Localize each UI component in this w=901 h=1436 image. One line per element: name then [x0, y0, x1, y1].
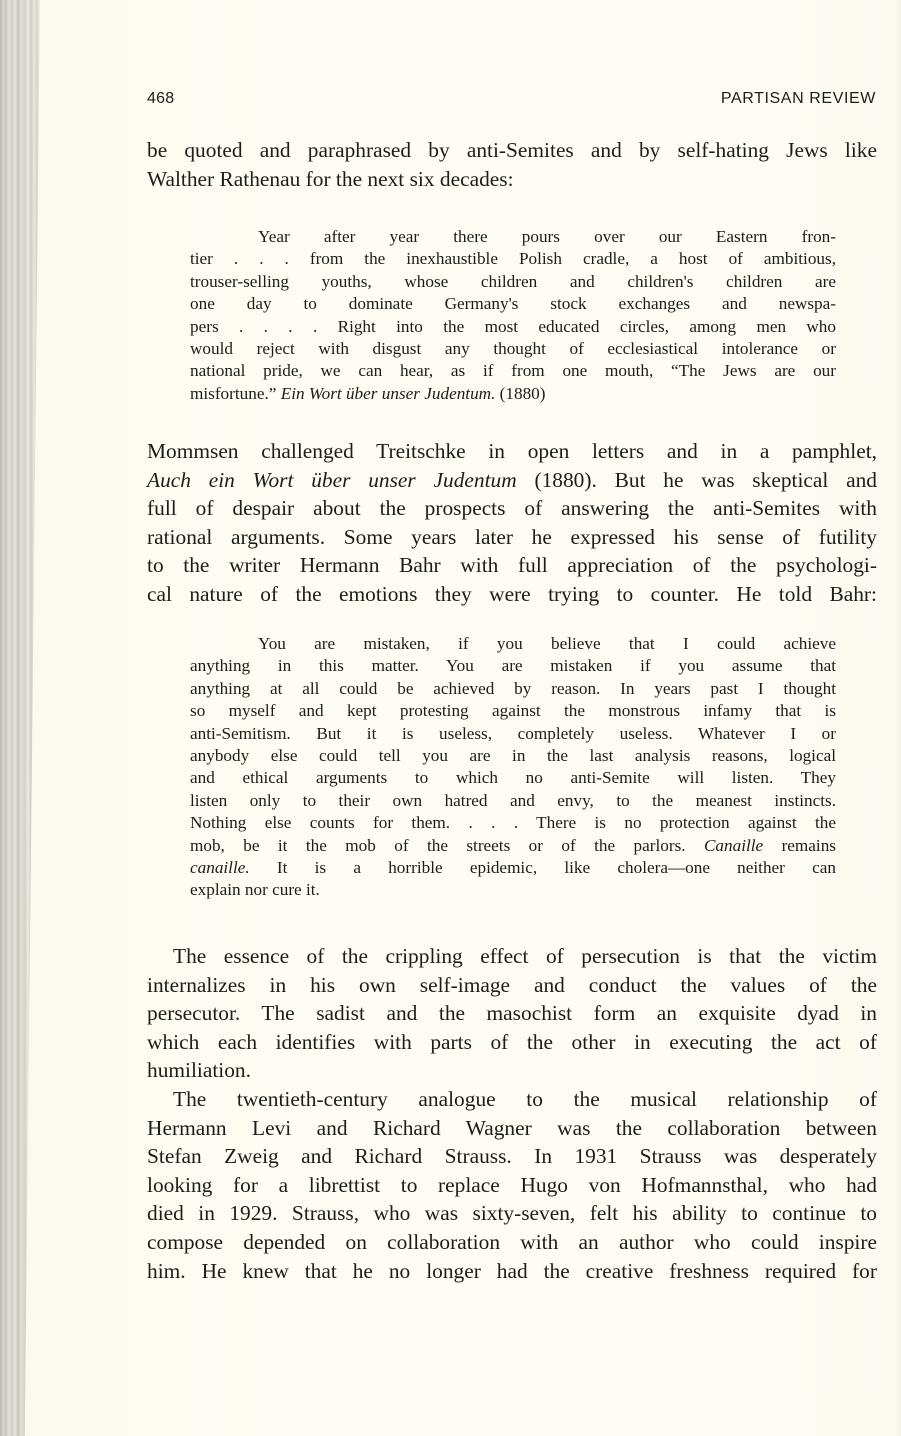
text-span: (1880). But he was skeptical and	[516, 467, 877, 492]
text-span: mob, be it the mob of the streets or of the parlors.	[190, 835, 704, 855]
quote-text: misfortune.”	[190, 383, 281, 403]
text-line: cal nature of the emotions they were trying to counter. He told Bahr:	[147, 581, 877, 606]
text-line: Stefan Zweig and Richard Strauss. In 1931 Strauss was desperately	[147, 1144, 877, 1169]
quote-line	[190, 857, 836, 879]
text-line: be quoted and paraphrased by anti-Semites and by self-hating Jews like	[147, 138, 877, 162]
text-line: to the writer Hermann Bahr with full appreciation of the psychologi-	[147, 553, 877, 578]
text-line: which each identifies with parts of the other in executing the act of	[147, 1029, 877, 1054]
text-line: Walther Rathenau for the next six decades:	[147, 166, 514, 191]
quote-line: anything in this matter. You are mistaken if you assume that	[190, 656, 836, 676]
text-span: It is a horrible epidemic, like cholera—one neither can	[249, 858, 836, 878]
citation-title: Ein Wort über unser Judentum.	[280, 383, 496, 403]
citation-year: (1880)	[495, 383, 546, 403]
quote-line: Year after year there pours over our Eastern fron-	[258, 227, 836, 246]
pamphlet-title: Auch ein Wort über unser Judentum	[147, 467, 517, 492]
page-right-edge	[895, 0, 901, 1436]
quote-line: so myself and kept protesting against the monstrous infamy that is	[190, 701, 836, 721]
text-line: The essence of the crippling effect of persecution is that the victim	[173, 944, 877, 968]
quote-line: anti-Semitism. But it is useless, completely useless. Whatever I or	[190, 723, 836, 743]
quote-line: anybody else could tell you are in the last analysis reasons, logical	[190, 746, 836, 766]
italic-term: Canaille	[703, 835, 764, 855]
paragraph-continuation	[147, 136, 877, 193]
page-number: 468	[147, 90, 175, 107]
quote-line: anything at all could be achieved by reason. In years past I thought	[190, 678, 836, 698]
journal-title: PARTISAN REVIEW	[720, 90, 876, 107]
quote-line	[190, 835, 836, 857]
quote-line: one day to dominate Germany's stock exchanges and newspa-	[190, 294, 836, 314]
block-quote-mommsen	[190, 633, 836, 902]
quote-line: You are mistaken, if you believe that I could achieve	[258, 634, 836, 653]
text-line: compose depended on collaboration with an author who could inspire	[147, 1229, 877, 1254]
text-line: humiliation.	[147, 1058, 251, 1083]
text-line: full of despair about the prospects of answering the anti-Semites with	[147, 496, 877, 521]
quote-line: listen only to their own hatred and envy, to the meanest instincts.	[190, 790, 836, 810]
text-line: Mommsen challenged Treitschke in open letters and in a pamphlet,	[147, 439, 877, 463]
quote-line: would reject with disgust any thought of ecclesiastical intolerance or	[190, 339, 836, 359]
italic-term: canaille.	[190, 858, 250, 878]
quote-line-citation	[190, 383, 836, 405]
block-quote-treitschke	[190, 226, 836, 405]
text-line: The twentieth-century analogue to the musical relationship of	[173, 1087, 877, 1111]
paragraph-mommsen	[147, 437, 877, 609]
text-line: persecutor. The sadist and the masochist form an exquisite dyad in	[147, 1001, 877, 1026]
paragraph-zweig-strauss	[147, 1085, 877, 1285]
quote-line: tier . . . from the inexhaustible Polish cradle, a host of ambitious,	[190, 249, 836, 269]
text-line: rational arguments. Some years later he expressed his sense of futility	[147, 524, 877, 549]
quote-line: trouser-selling youths, whose children and children's children are	[190, 271, 836, 291]
text-line: died in 1929. Strauss, who was sixty-seven, felt his ability to continue to	[147, 1201, 877, 1226]
text-line: looking for a librettist to replace Hugo von Hofmannsthal, who had	[147, 1172, 877, 1197]
text-line: him. He knew that he no longer had the creative freshness required for	[147, 1258, 877, 1283]
quote-line: and ethical arguments to which no anti-Semite will listen. They	[190, 768, 836, 788]
running-head	[147, 90, 876, 112]
quote-line: pers . . . . Right into the most educated circles, among men who	[190, 316, 836, 336]
quote-line: Nothing else counts for them. . . . There is no protection against the	[190, 813, 836, 833]
text-line: Hermann Levi and Richard Wagner was the collaboration between	[147, 1115, 877, 1140]
quote-line: explain nor cure it.	[190, 880, 320, 900]
text-line	[147, 466, 877, 495]
text-span: remains	[763, 835, 836, 855]
paragraph-persecution	[147, 942, 877, 1085]
text-line: internalizes in his own self-image and conduct the values of the	[147, 972, 877, 997]
quote-line: national pride, we can hear, as if from one mouth, “The Jews are our	[190, 361, 836, 381]
